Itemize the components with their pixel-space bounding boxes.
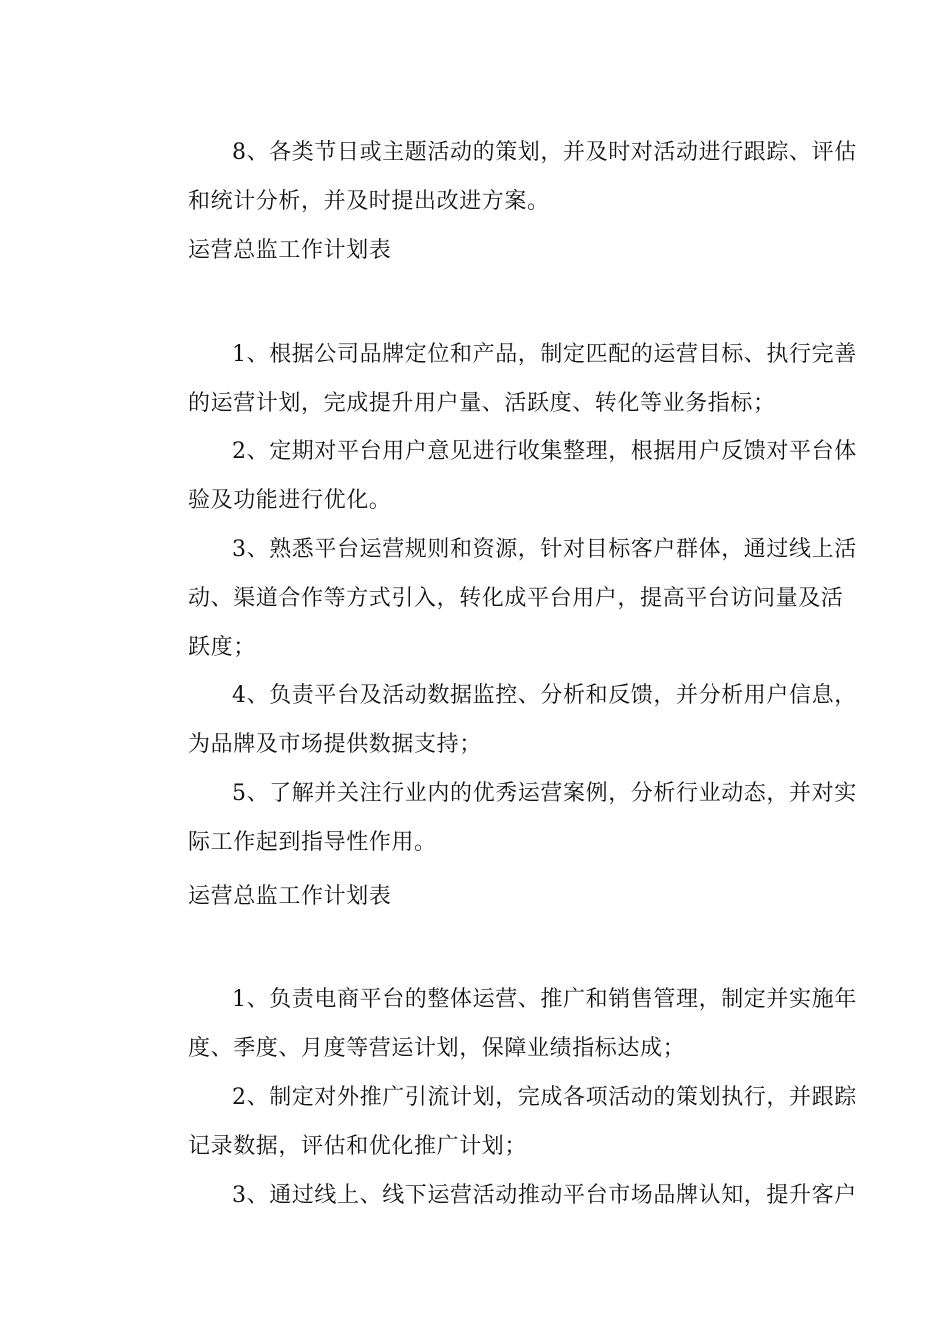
paragraph-item-8	[144, 128, 857, 226]
paragraph-line: 的运营计划，完成提升用户量、活跃度、转化等业务指标；	[188, 391, 776, 416]
paragraph-line: 3、通过线上、线下运营活动推动平台市场品牌认知，提升客户	[232, 1183, 857, 1208]
paragraph-s1-item-3	[144, 525, 857, 672]
paragraph-s2-item-1	[144, 975, 857, 1073]
paragraph-line: 动、渠道合作等方式引入，转化成平台用户，提高平台访问量及活	[188, 586, 844, 611]
paragraph-line: 为品牌及市场提供数据支持；	[188, 732, 482, 757]
paragraph-line: 4、负责平台及活动数据监控、分析和反馈，并分析用户信息，	[232, 683, 857, 708]
paragraph-line: 8、各类节日或主题活动的策划，并及时对活动进行跟踪、评估	[232, 140, 857, 165]
paragraph-line: 记录数据，评估和优化推广计划；	[188, 1134, 528, 1159]
paragraph-line: 2、制定对外推广引流计划，完成各项活动的策划执行，并跟踪	[232, 1085, 857, 1110]
paragraph-line: 跃度；	[188, 635, 256, 660]
paragraph-line: 和统计分析，并及时提出改进方案。	[188, 189, 550, 214]
paragraph-s1-item-4	[144, 671, 857, 769]
paragraph-line: 2、定期对平台用户意见进行收集整理，根据用户反馈对平台体	[232, 439, 857, 464]
paragraph-s2-item-2	[144, 1073, 857, 1171]
paragraph-s1-item-5	[144, 769, 857, 867]
paragraph-line: 3、熟悉平台运营规则和资源，针对目标客户群体，通过线上活	[232, 537, 857, 562]
paragraph-line: 际工作起到指导性作用。	[188, 830, 437, 855]
paragraph-line: 度、季度、月度等营运计划，保障业绩指标达成；	[188, 1036, 686, 1061]
paragraph-s1-item-2	[144, 427, 857, 525]
section-heading: 运营总监工作计划表	[188, 884, 392, 909]
paragraph-s1-item-1	[144, 330, 857, 428]
paragraph-line: 5、了解并关注行业内的优秀运营案例，分析行业动态，并对实	[232, 781, 857, 806]
paragraph-line: 1、根据公司品牌定位和产品，制定匹配的运营目标、执行完善	[232, 342, 857, 367]
section-heading: 运营总监工作计划表	[188, 238, 392, 263]
paragraph-line: 1、负责电商平台的整体运营、推广和销售管理，制定并实施年	[232, 987, 857, 1012]
paragraph-line: 验及功能进行优化。	[188, 488, 392, 513]
paragraph-s2-item-3	[144, 1171, 857, 1220]
